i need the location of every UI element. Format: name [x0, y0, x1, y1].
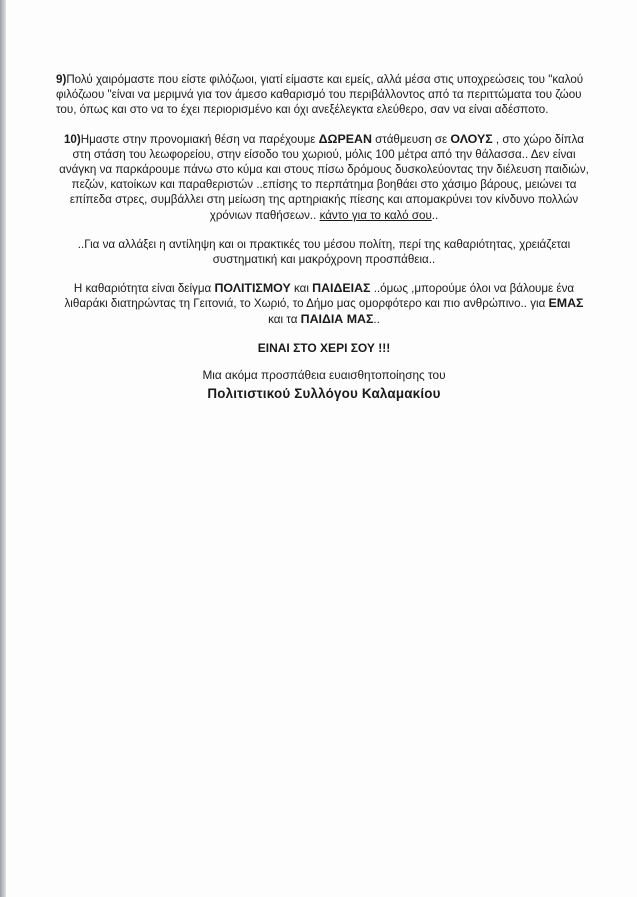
paragraph-text: Ημαστε στην προνομιακή θέση να παρέχουμε [80, 132, 319, 146]
paragraph-text: Η καθαριότητα είναι δείγμα [73, 282, 215, 296]
paragraph-text: και [290, 282, 313, 296]
paragraph-text: στάθμευση σε [371, 132, 451, 146]
paragraph-perception: ..Για να αλλάξει η αντίληψη και οι πρακτικές του μέσου πολίτη, περί της καθαριότητας, χρειάζεται συστηματική και μακρόχρονη προσπάθεια.. [77, 237, 571, 267]
paragraph-text: .. [431, 208, 439, 222]
bold-text: ΠΟΛΙΤΙΣΜΟΥ [214, 281, 291, 296]
underlined-text: κάντο για το καλό σου [319, 208, 432, 222]
bold-text: ΟΛΟΥΣ [450, 131, 493, 146]
awareness-line: Μια ακόμα προσπάθεια ευαισθητοποίησης του [202, 368, 446, 383]
bold-text: ΕΜΑΣ [548, 296, 584, 311]
page-edge-shadow [0, 0, 6, 897]
association-name: Πολιτιστικού Συλλόγου Καλαμακίου [207, 386, 441, 402]
paragraph-9 [56, 72, 592, 118]
paragraph-text: .. [373, 312, 380, 326]
bold-text: ΔΩΡΕΑΝ [318, 131, 372, 146]
slogan: ΕΙΝΑΙ ΣΤΟ ΧΕΡΙ ΣΟΥ !!! [257, 340, 391, 355]
closing-block [56, 341, 592, 402]
bold-text: ΠΑΙΔΕΙΑΣ [312, 281, 371, 296]
paragraph-text: , στο χώρο δίπλα στη στάση του λεωφορείου, στην είσοδο του χωριού, μόλις 100 μέτρα από την θάλασσα.. Δεν είναι ανάγκη να παρκάρουμε πάνω στο κύμα και στους πίσω δρόμους δυσκολεύοντας την διέλευση παιδιών, πεζών, κατοίκων και παραθεριστών ..επίσης το περπάτημα βοηθάει στο χάσιμο βάρους, μειώνει τα επίπεδα στρες, συμβάλλει στη μείωση της αρτηριακής πίεσης και απομακρύνει τον κίνδυνο πολλών χρόνιων παθήσεων.. [59, 132, 589, 222]
bold-text: ΠΑΙΔΙΑ ΜΑΣ [300, 311, 374, 326]
paragraph-cleanliness [56, 281, 592, 327]
paragraph-text: και τα [268, 312, 301, 326]
document-body [56, 72, 592, 401]
paragraph-number: 10) [63, 132, 81, 146]
paragraph-text: ..όμως ,μπορούμε όλοι να βάλουμε ένα λιθαράκι διατηρώντας τη Γειτονιά, το Χωριό, το Δήμο μας ομορφότερο και πιο ανθρώπινο.. για [64, 282, 575, 311]
paragraph-number: 9) [56, 73, 67, 86]
paragraph-10 [56, 132, 592, 223]
paragraph-text: Πολύ χαιρόμαστε που είστε φιλόζωοι, γιατί είμαστε και εμείς, αλλά μέσα στις υποχρεώσεις του "καλού φιλόζωου "είναι να μεριμνά για τον άμεσο καθαρισμό του περιβάλλοντος από τα περιττώματα του ζώου του, όπως και στο να το έχει περιορισμένο και όχι ανεξέλεγκτα ελεύθερο, σαν να είναι αδέσποτο. [56, 73, 584, 117]
